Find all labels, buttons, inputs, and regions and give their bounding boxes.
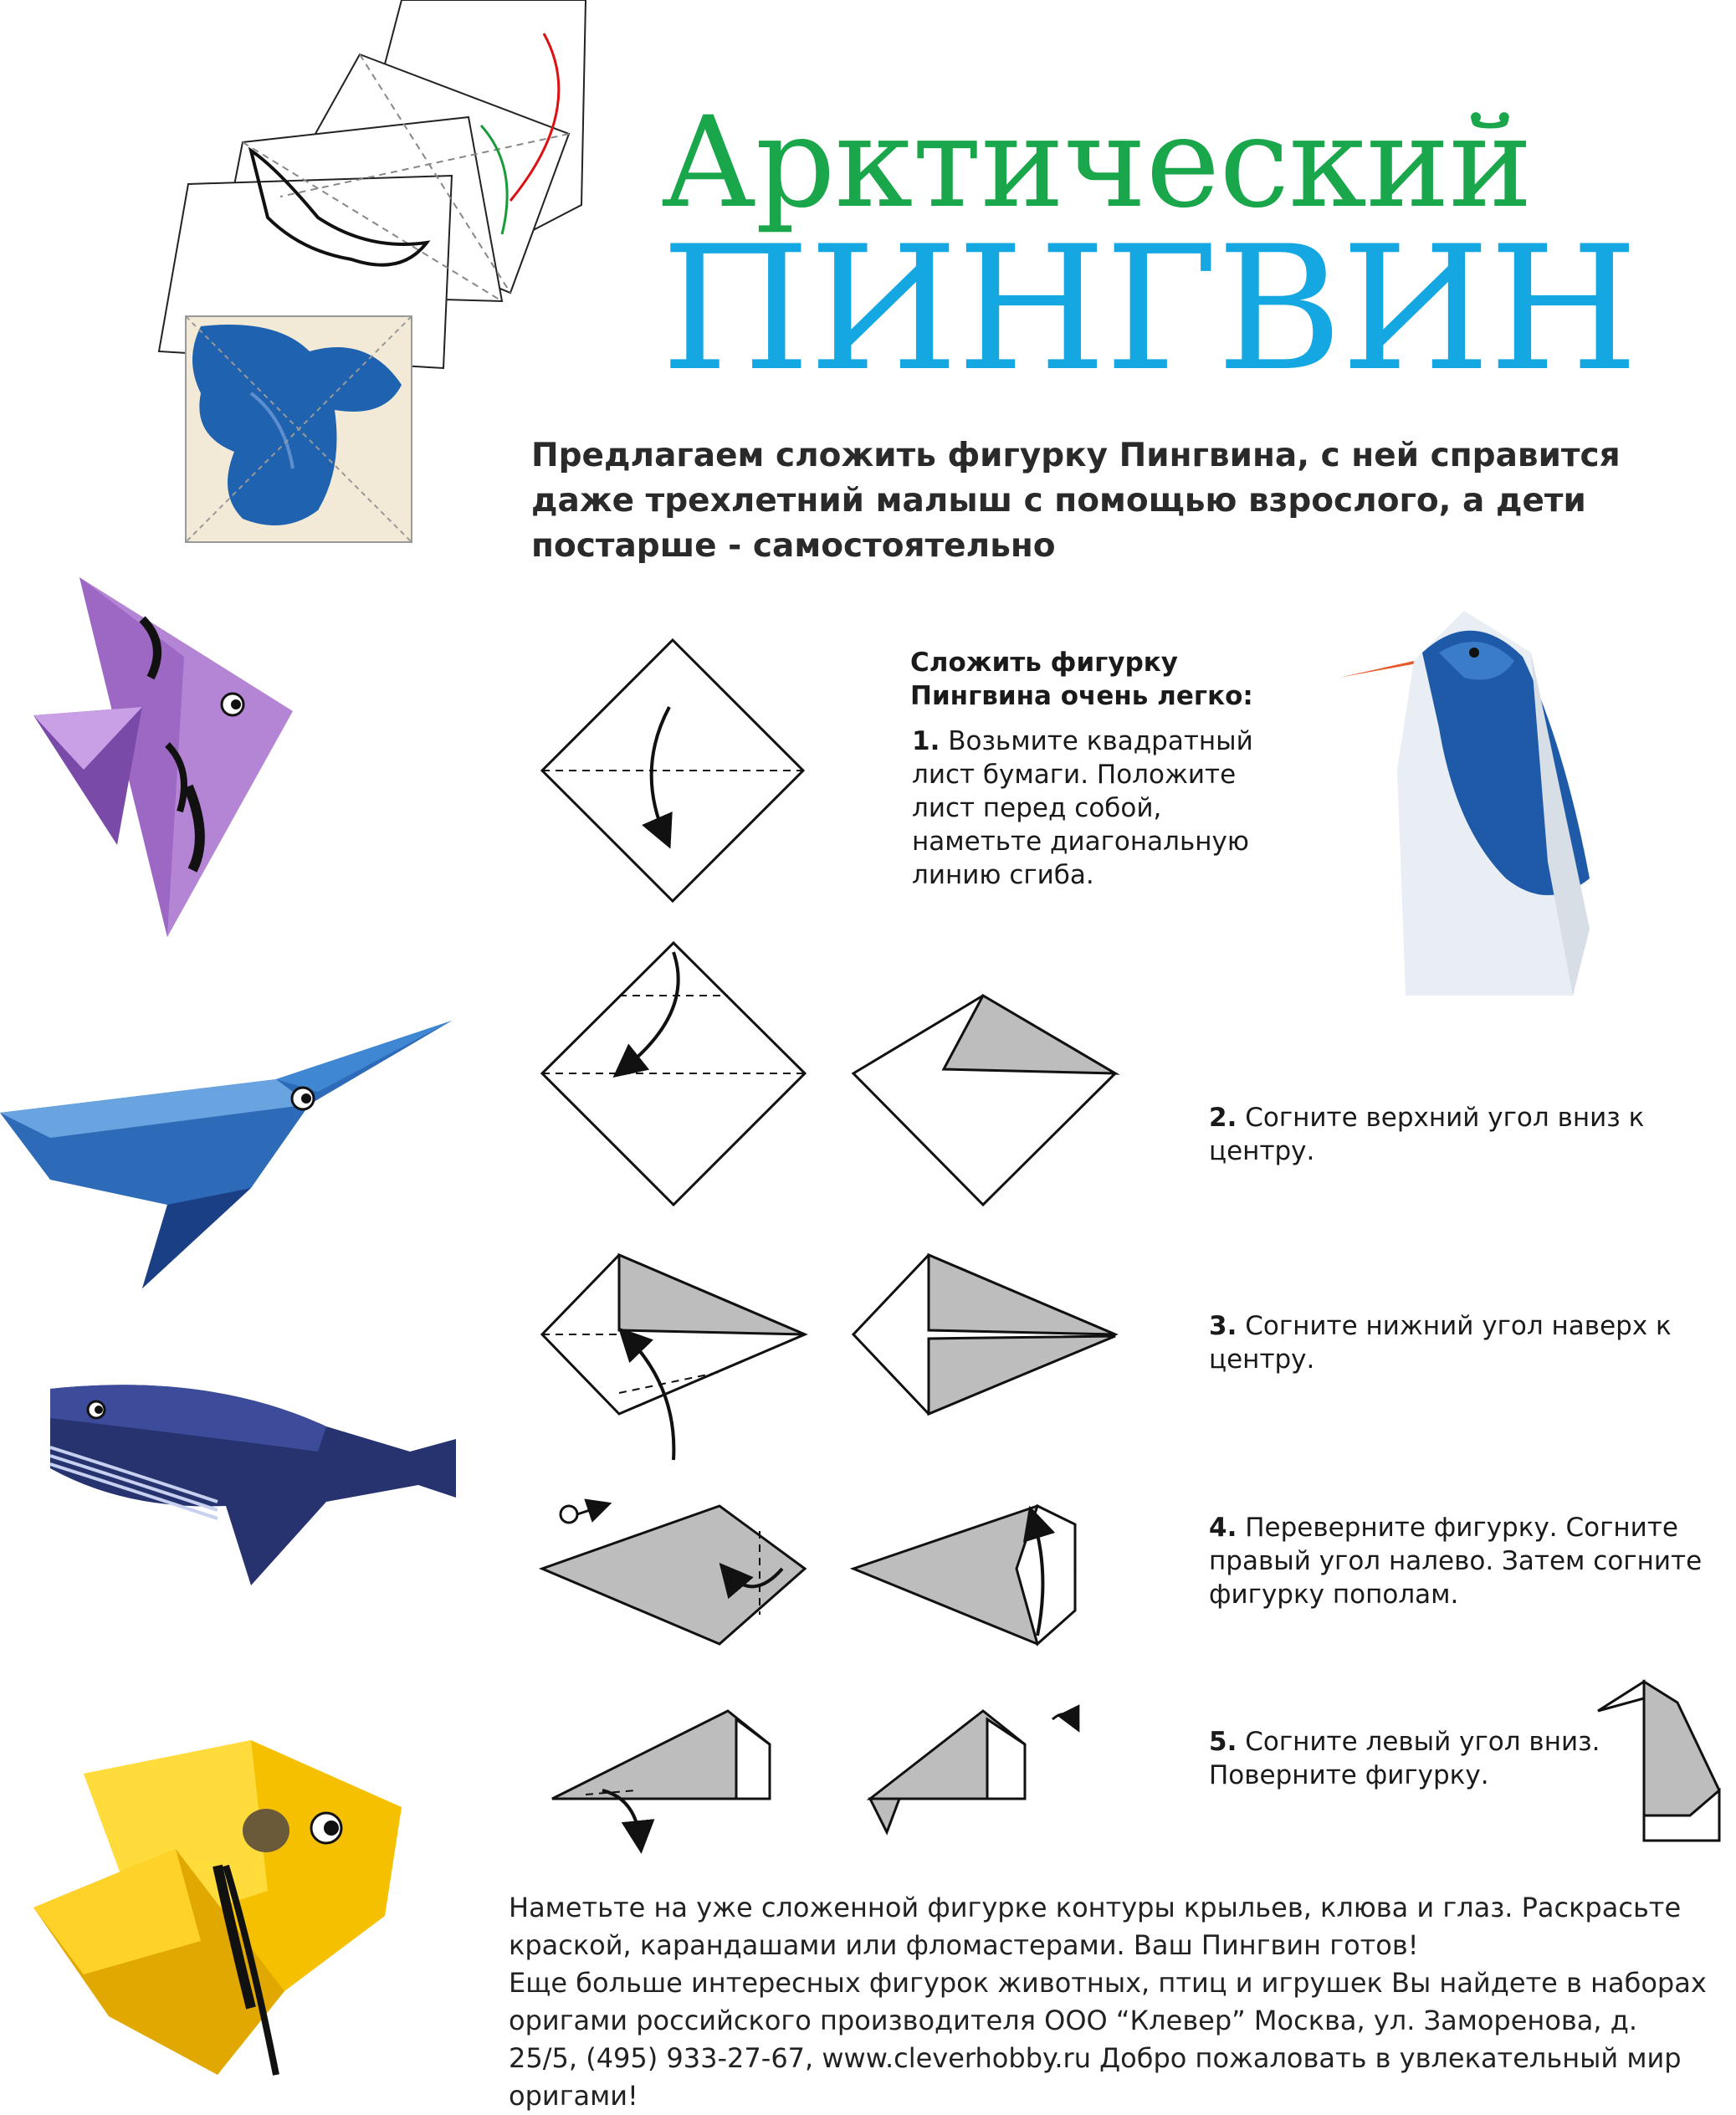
step-number: 5.: [1209, 1727, 1237, 1757]
step-text: Согните верхний угол вниз к центру.: [1209, 1103, 1645, 1166]
title-line-2: ПИНГВИН: [661, 210, 1637, 409]
instructions-heading: Сложить фигурку Пингвина очень легко:: [910, 648, 1253, 711]
footer-line-1: Наметьте на уже сложенной фигурке контуры крыльев, клюва и глаз. Раскрасьте краской, карандашами или фломастерами. Ваш Пингвин готов!: [509, 1892, 1682, 1961]
diagram-step-2: [542, 943, 1115, 1205]
diagram-step-1: [542, 640, 803, 901]
step-number: 4.: [1209, 1513, 1237, 1543]
diagram-step-5: [552, 1682, 1719, 1841]
diagram-step-4: [542, 1506, 1075, 1644]
title-line-1: Арктический: [661, 90, 1532, 236]
step-number: 1.: [912, 726, 940, 756]
step-text: Согните левый угол вниз. Поверните фигурку.: [1209, 1727, 1600, 1790]
step-number: 3.: [1209, 1311, 1237, 1341]
footer-line-2: Еще больше интересных фигурок животных, птиц и игрушек Вы найдете в наборах оригами российского производителя ООО “Клевер” Москва, ул. Заморенова, д. 25/5, (495) 933-27-67, www.cleverhobby.ru Добро пожаловать в увлекательный мир оригами!: [509, 1967, 1707, 2112]
step-text: Согните нижний угол наверх к центру.: [1209, 1311, 1672, 1375]
diagram-step-3: [542, 1255, 1115, 1460]
intro-text: Предлагаем сложить фигурку Пингвина, с ней справится даже трехлетний малыш с помощью взрослого, а дети постарше - самостоятельно: [531, 437, 1621, 565]
footer-text: [509, 1889, 1713, 2115]
step-text: Переверните фигурку. Согните правый угол налево. Затем согните фигурку пополам.: [1209, 1513, 1703, 1610]
step-number: 2.: [1209, 1103, 1237, 1133]
step-text: Возьмите квадратный лист бумаги. Положите лист перед собой, наметьте диагональную линию сгиба.: [912, 726, 1253, 890]
